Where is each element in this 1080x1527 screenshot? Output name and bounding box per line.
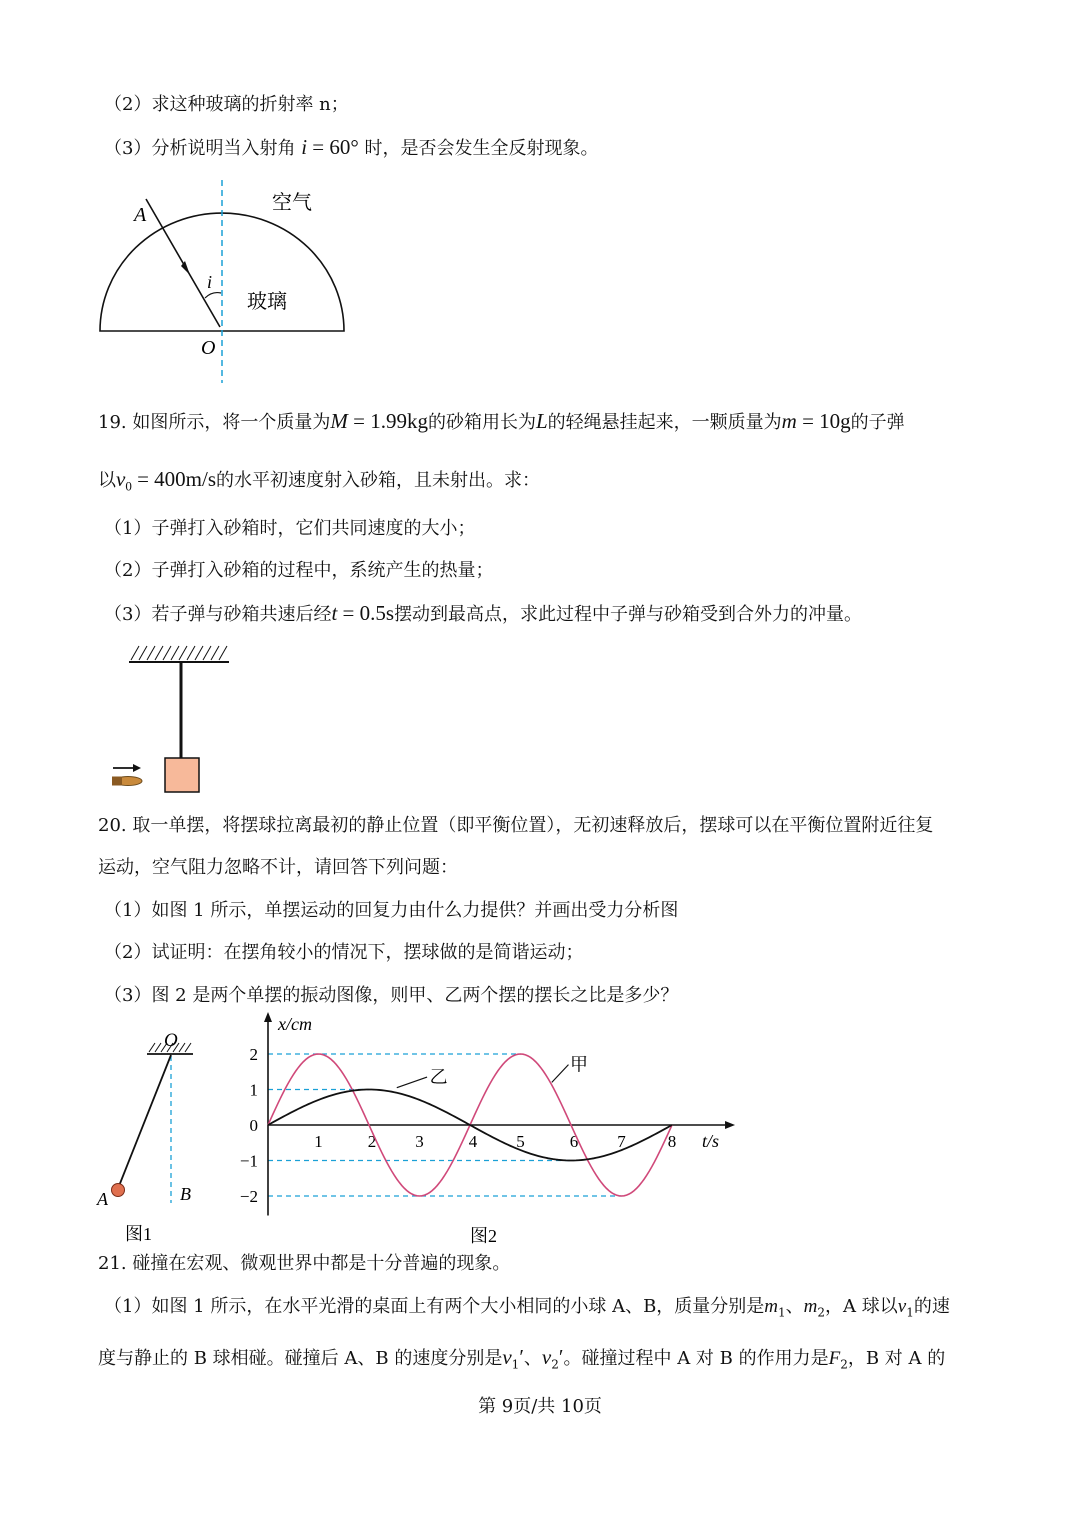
q18-sub3-post: 时，是否会发生全反射现象。 <box>364 138 599 159</box>
q21-l3-F: F <box>828 1348 841 1369</box>
y-tick-label: −1 <box>239 1151 258 1171</box>
q18-figure <box>90 175 360 390</box>
q21-l3-post: ，B 对 A 的 <box>847 1348 946 1369</box>
label-air: 空气 <box>272 192 312 214</box>
q19-sub3-post: 摆动到最高点，求此过程中子弹与砂箱受到合外力的冲量。 <box>394 604 863 625</box>
q19-l1-post: 的子弹 <box>850 412 905 433</box>
q19-sub3-t: t <box>331 601 338 625</box>
y-tick-label: 0 <box>249 1116 258 1135</box>
fig1-label-a: A <box>97 1189 108 1209</box>
q21-l2-m: m <box>764 1296 779 1317</box>
x-axis-label: t/s <box>702 1131 720 1151</box>
label-o: O <box>201 337 216 359</box>
fig1-caption: 图1 <box>125 1224 152 1244</box>
x-tick-label: 6 <box>569 1132 579 1151</box>
q21-l3-pre: 度与静止的 B 球相碰。碰撞后 A、B 的速度分别是 <box>98 1348 503 1369</box>
pendulum-string <box>119 1055 171 1186</box>
q19-l1-M: M <box>330 409 348 433</box>
series-yi-label: 乙 <box>429 1067 448 1088</box>
q19-l1-mv: = 10g <box>796 409 851 433</box>
q21-l2-m1s: 1 <box>778 1305 786 1320</box>
q19-l1-L: L <box>535 409 548 433</box>
x-tick-label: 8 <box>667 1132 677 1151</box>
angle-arc <box>205 293 221 298</box>
label-a: A <box>134 204 147 226</box>
x-tick-label: 2 <box>367 1132 377 1151</box>
x-tick-label: 4 <box>468 1132 478 1151</box>
page-footer: 第 9页/共 10页 <box>478 1396 602 1417</box>
q20-fig1 <box>95 1028 215 1248</box>
q19-l1-m: m <box>781 409 797 433</box>
velocity-arrowhead <box>133 764 141 772</box>
q21-l3-sep: 、 <box>523 1348 542 1369</box>
q19-sub2: （2）子弹打入砂箱的过程中，系统产生的热量； <box>104 560 494 581</box>
q19-sub3-val: = 0.5s <box>337 601 395 625</box>
q19-l2-pre: 以 <box>98 470 116 491</box>
q19-l1-pre: 19. 如图所示，将一个质量为 <box>98 412 331 433</box>
fig1-label-b: B <box>180 1184 191 1204</box>
x-tick-label: 3 <box>415 1132 424 1151</box>
q21-l3-v1s: 1 <box>511 1357 520 1372</box>
q19-l2-val: = 400m/s <box>131 467 217 491</box>
series-jia-label: 甲 <box>569 1054 588 1075</box>
q20-fig2-chart <box>230 1010 750 1250</box>
label-glass: 玻璃 <box>247 291 287 313</box>
q21-l2-pre: （1）如图 1 所示，在水平光滑的桌面上有两个大小相同的小球 A、B，质量分别是 <box>104 1296 765 1317</box>
q21-l3-v2: v <box>541 1345 552 1369</box>
q18-sub3-val: = 60° <box>307 135 359 159</box>
yi-leader <box>397 1077 427 1088</box>
q20-sub1: （1）如图 1 所示，单摆运动的回复力由什么力提供？并画出受力分析图 <box>104 900 679 921</box>
y-axis-label: x/cm <box>278 1014 312 1034</box>
q20-line2: 运动，空气阻力忽略不计，请回答下列问题： <box>98 857 458 878</box>
q21-l2-post: 的速 <box>913 1296 950 1317</box>
q19-sub3-pre: （3）若子弹与砂箱共速后经 <box>104 604 332 625</box>
pendulum-ball <box>112 1184 125 1197</box>
q20-sub3: （3）图 2 是两个单摆的振动图像，则甲、乙两个摆的摆长之比是多少？ <box>104 985 679 1006</box>
q19-l2-v: v <box>116 467 126 491</box>
q20-line1: 20. 取一单摆，将摆球拉离最初的静止位置（即平衡位置），无初速释放后，摆球可以在平衡位置附近往复 <box>98 815 934 836</box>
y-tick-label: 1 <box>249 1080 258 1100</box>
q21-l3-mid: 。碰撞过程中 A 对 B 的作用力是 <box>563 1348 829 1369</box>
q21-l3-prime1: ′ <box>519 1345 524 1369</box>
fig1-label-o: O <box>164 1030 178 1051</box>
q19-l2-sub: 0 <box>125 478 132 494</box>
x-tick-label: 7 <box>617 1132 626 1151</box>
y-tick-label: 2 <box>249 1045 258 1064</box>
x-axis-arrow <box>725 1121 735 1129</box>
q19-l1-mid2: 的轻绳悬挂起来，一颗质量为 <box>547 412 782 433</box>
q19-line1 <box>98 410 905 434</box>
incident-ray <box>146 199 220 327</box>
ceiling-hatch <box>131 646 227 660</box>
q20-sub2: （2）试证明：在摆角较小的情况下，摆球做的是简谐运动； <box>104 942 584 963</box>
jia-leader <box>552 1065 569 1083</box>
q21-l3-prime2: ′ <box>558 1345 564 1369</box>
label-i: i <box>207 272 213 292</box>
q18-sub2: （2）求这种玻璃的折射率 n； <box>104 94 349 115</box>
q19-sub3 <box>104 602 862 626</box>
q21-l2-mid: ，A 球以 <box>825 1296 898 1317</box>
q21-l3-v1: v <box>502 1345 512 1369</box>
q21-l3-v2s: 2 <box>551 1357 559 1372</box>
q21-line1: 21. 碰撞在宏观、微观世界中都是十分普遍的现象。 <box>98 1253 511 1274</box>
q19-figure <box>105 640 235 800</box>
q18-sub3-var: i <box>301 135 308 159</box>
q21-l2-m2s: 2 <box>817 1305 826 1320</box>
q18-sub3-pre: （3）分析说明当入射角 <box>104 138 296 159</box>
q21-line3 <box>98 1346 945 1376</box>
q21-l3-Fs: 2 <box>840 1357 848 1372</box>
q21-line2 <box>104 1296 950 1324</box>
y-tick-label: −2 <box>239 1187 258 1206</box>
q18-sub3 <box>104 136 599 160</box>
q21-l2-sep: 、 <box>785 1296 804 1317</box>
bullet-tail <box>112 777 122 786</box>
q19-line2 <box>98 468 540 498</box>
x-tick-label: 5 <box>516 1132 525 1151</box>
q21-l2-vs: 1 <box>906 1305 914 1320</box>
q21-l2-m2: m <box>803 1296 818 1317</box>
q19-l1-Mv: = 1.99kg <box>347 409 428 433</box>
y-axis-arrow <box>264 1012 272 1022</box>
fig2-caption: 图2 <box>470 1226 497 1246</box>
q19-l1-mid: 的砂箱用长为 <box>427 412 536 433</box>
q21-l2-v: v <box>897 1296 907 1317</box>
sandbox <box>165 758 199 792</box>
q19-sub1: （1）子弹打入砂箱时，它们共同速度的大小； <box>104 518 476 539</box>
q19-l2-post: 的水平初速度射入砂箱，且未射出。求： <box>216 470 541 491</box>
x-tick-label: 1 <box>314 1132 323 1151</box>
